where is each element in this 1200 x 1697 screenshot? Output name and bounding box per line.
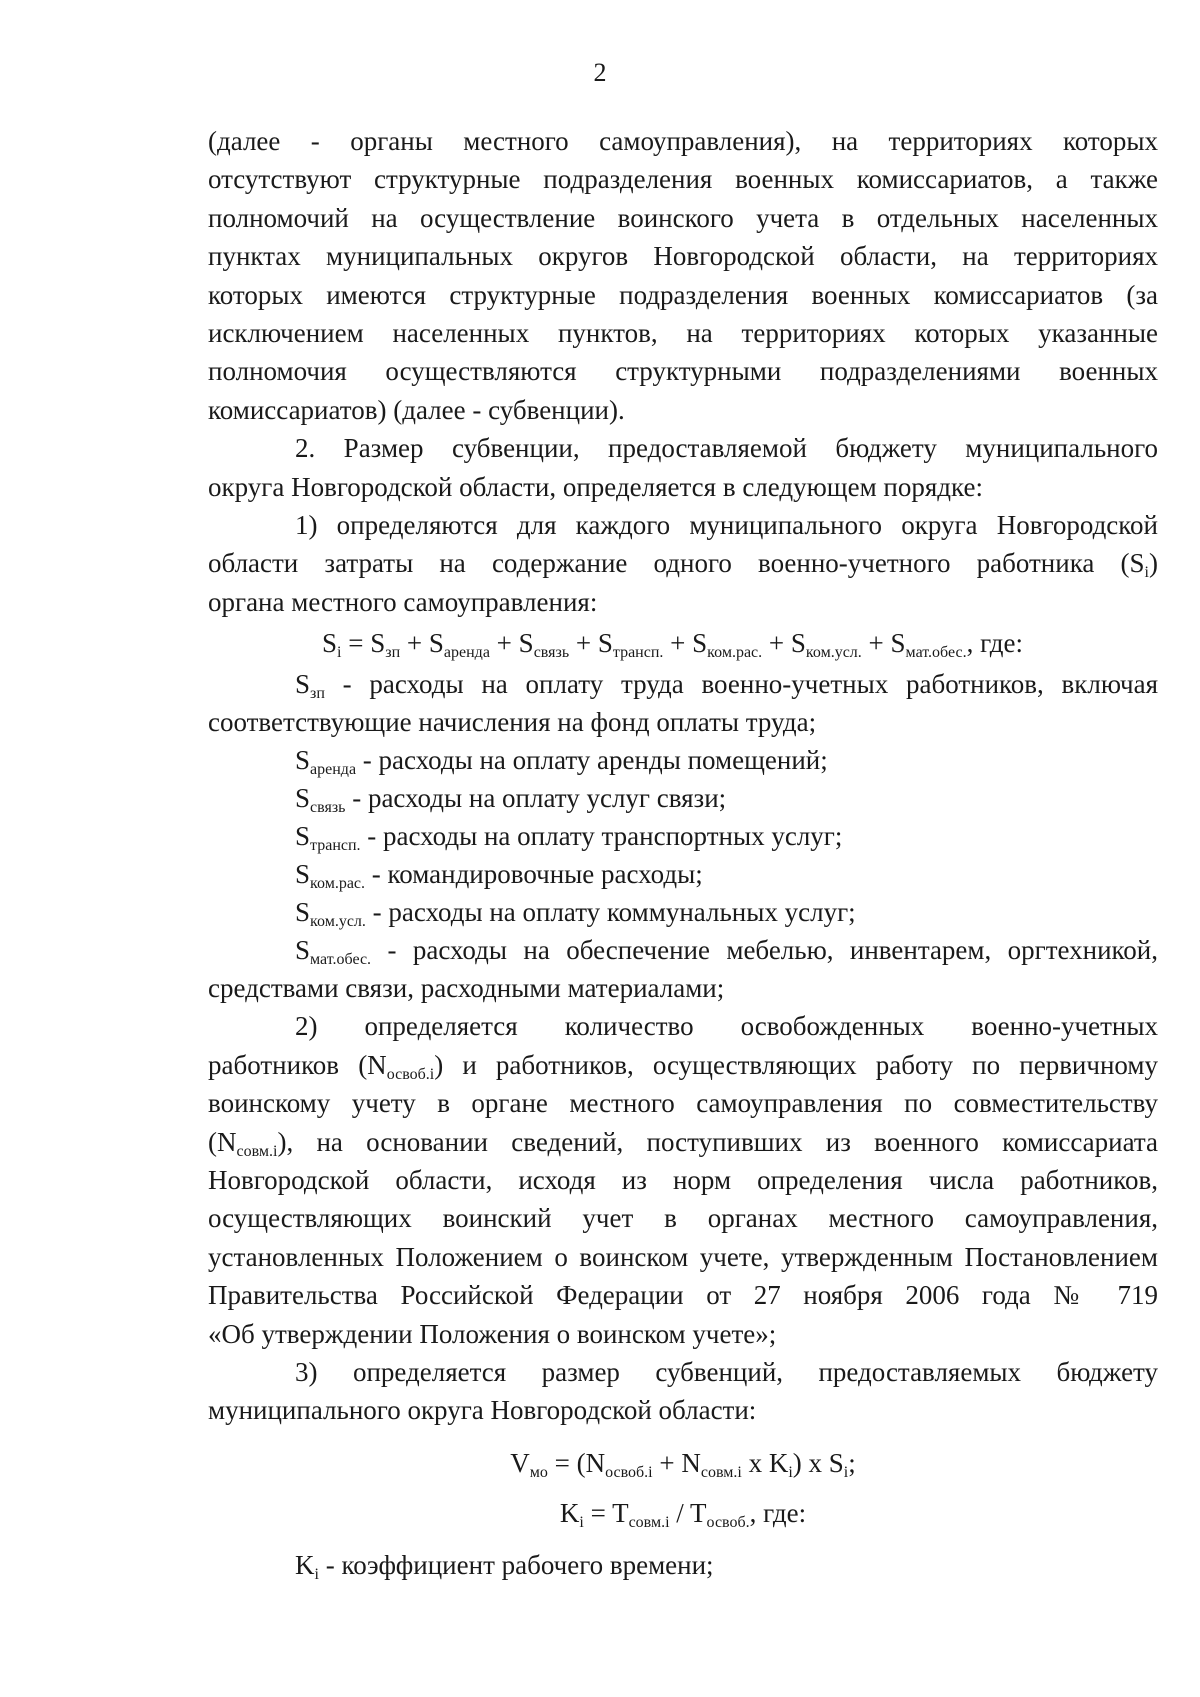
subscript: i bbox=[1144, 564, 1149, 582]
definition-transp: $S_{трансп.}$ - расходы на оплату транспортных услуг; bbox=[295, 821, 843, 855]
text-line: 3) определяется размер субвенций, предоставляемых бюджету bbox=[295, 1356, 1158, 1387]
text-line: которых имеются структурные подразделения военных комиссариатов (за bbox=[208, 279, 1158, 310]
text-run: ) bbox=[1149, 548, 1158, 579]
definition-zp: $S_{зп}$ - расходы на оплату труда военно-учетных работников, включая bbox=[295, 669, 1158, 703]
text-line: воинскому учету в органе местного самоуправления по совместительству bbox=[208, 1088, 1158, 1119]
text-line: муниципального округа Новгородской области: bbox=[208, 1395, 757, 1426]
document-body bbox=[208, 122, 1158, 1592]
text-line: полномочия осуществляются структурными подразделениями военных bbox=[208, 356, 1158, 387]
formula-ki: $K_i = T_{совм.i} / T_{освоб.}$, где: bbox=[559, 1497, 807, 1531]
text-run: области затраты на содержание одного военно-учетного работника (S bbox=[208, 548, 1145, 579]
text-line: округа Новгородской области, определяется в следующем порядке: bbox=[208, 471, 983, 502]
text-line: исключением населенных пунктов, на территориях которых указанные bbox=[208, 318, 1158, 349]
text-line: полномочий на осуществление воинского учета в отдельных населенных bbox=[208, 202, 1158, 233]
text-line: 2) определяется количество освобожденных военно-учетных bbox=[295, 1011, 1158, 1042]
paragraph-1 bbox=[208, 122, 1158, 429]
text-line: осуществляющих воинский учет в органах местного самоуправления, bbox=[208, 1203, 1158, 1234]
text-line: 1) определяются для каждого муниципального округа Новгородской bbox=[295, 510, 1158, 541]
paragraph-2 bbox=[208, 429, 1158, 506]
text-line: Новгородской области, исходя из норм определения числа работников, bbox=[208, 1164, 1158, 1195]
formula-vmo: $V_{мо} = (N_{освоб.i} + N_{совм.i}$ x $K_i$) x $S_i$; bbox=[510, 1447, 856, 1481]
paragraph-4 bbox=[208, 1007, 1158, 1353]
text-line: комиссариатов) (далее - субвенции). bbox=[208, 394, 625, 425]
definition-svyaz: $S_{связь}$ - расходы на оплату услуг связи; bbox=[295, 783, 727, 817]
definition-arenda: $S_{аренда}$ - расходы на оплату аренды помещений; bbox=[295, 745, 828, 779]
definition-matobes: $S_{мат.обес.}$ - расходы на обеспечение мебелью, инвентарем, оргтехникой, bbox=[295, 935, 1158, 969]
definition-komras: $S_{ком.рас.}$ - командировочные расходы; bbox=[295, 859, 703, 893]
definition-ki: $K_i$ - коэффициент рабочего времени; bbox=[295, 1549, 714, 1583]
text-line: «Об утверждении Положения о воинском учете»; bbox=[208, 1318, 777, 1349]
text-line: органа местного самоуправления: bbox=[208, 586, 598, 617]
text-line: отсутствуют структурные подразделения военных комиссариатов, а также bbox=[208, 164, 1158, 195]
text-line: 2. Размер субвенции, предоставляемой бюджету муниципального bbox=[295, 433, 1158, 464]
formula-si: $S_i = S_{зп} + S_{аренда} + S_{связь} + S_{трансп.} + S_{ком.рас.} + S_{ком.усл.} + S_{мат.обес.}$, где: bbox=[322, 628, 1024, 662]
text-line: соответствующие начисления на фонд оплаты труда; bbox=[208, 707, 817, 738]
definitions-list bbox=[208, 665, 1158, 1007]
text-line: средствами связи, расходными материалами; bbox=[208, 973, 725, 1004]
text-line: пунктах муниципальных округов Новгородской области, на территориях bbox=[208, 241, 1158, 272]
page-number: 2 bbox=[593, 58, 607, 87]
definition-komusl: $S_{ком.усл.}$ - расходы на оплату коммунальных услуг; bbox=[295, 897, 856, 931]
text-line: работников $(N_{освоб.i})$ и работников, осуществляющих работу по первичному bbox=[208, 1049, 1158, 1083]
text-line: Правительства Российской Федерации от 27 ноября 2006 года № 719 bbox=[208, 1280, 1158, 1311]
text-line bbox=[208, 544, 1158, 582]
paragraph-5 bbox=[208, 1353, 1158, 1430]
text-line: установленных Положением о воинском учете, утвержденным Постановлением bbox=[208, 1241, 1158, 1272]
text-line: (далее - органы местного самоуправления), на территориях которых bbox=[208, 126, 1158, 156]
paragraph-3 bbox=[208, 506, 1158, 621]
text-line: $(N_{совм.i})$, на основании сведений, поступивших из военного комиссариата bbox=[208, 1126, 1158, 1160]
